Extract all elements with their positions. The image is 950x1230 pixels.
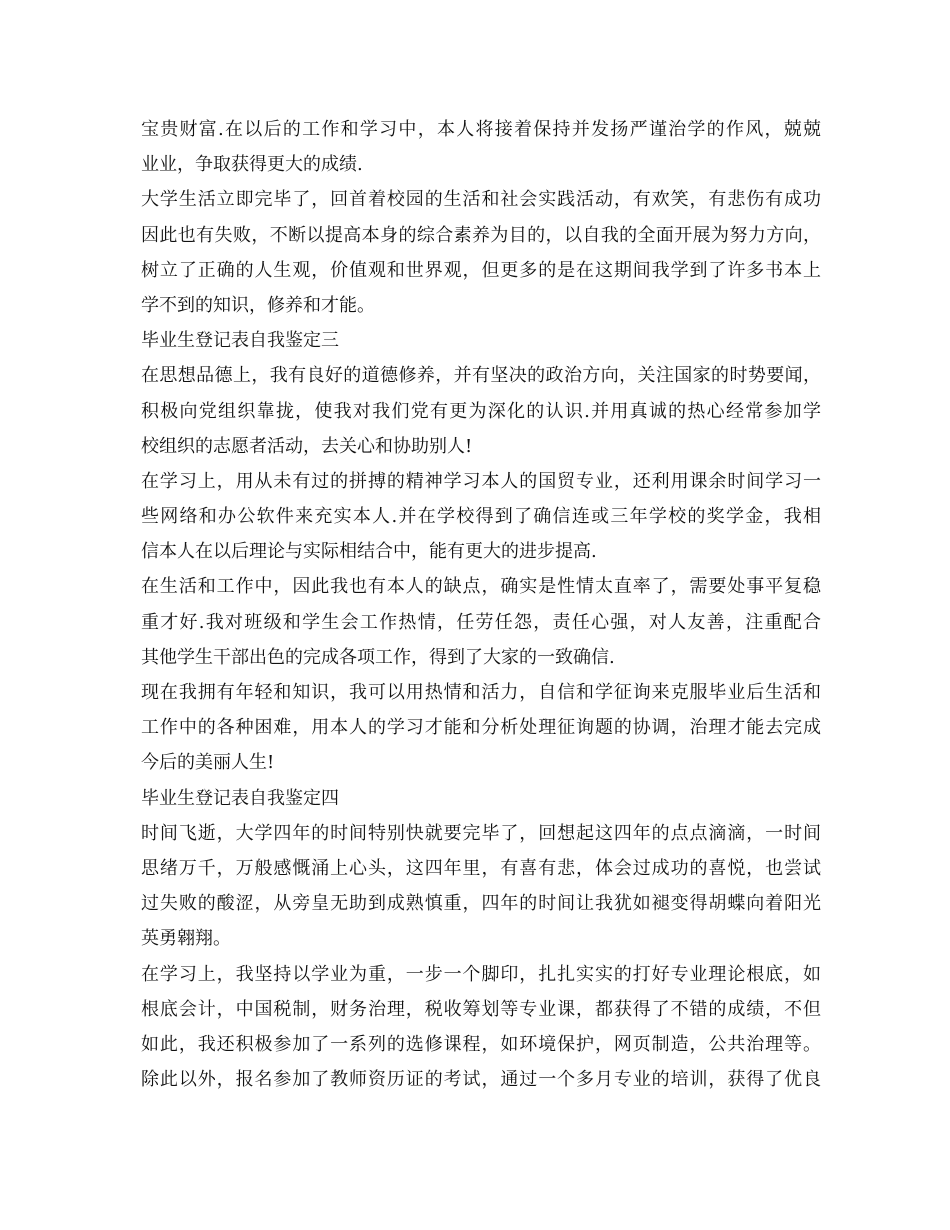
document-body [141, 112, 821, 1097]
section-heading: 毕业生登记表自我鉴定四 [141, 787, 339, 809]
text-line: 重才好.我对班级和学生会工作热情，任劳任怨，责任心强，对人友善，注重配合 [141, 611, 821, 633]
text-line: 在思想品德上，我有良好的道德修养，并有坚决的政治方向，关注国家的时势要闻， [141, 365, 821, 387]
section-heading: 毕业生登记表自我鉴定三 [141, 330, 339, 352]
text-line: 树立了正确的人生观，价值观和世界观，但更多的是在这期间我学到了许多书本上 [141, 259, 821, 281]
text-line: 如此，我还积极参加了一系列的选修课程，如环境保护，网页制造，公共治理等。 [141, 1033, 821, 1055]
text-line: 因此也有失败，不断以提高本身的综合素养为目的，以自我的全面开展为努力方向， [141, 224, 821, 246]
text-line: 学不到的知识，修养和才能。 [141, 294, 375, 316]
text-line: 思绪万千，万般感慨涌上心头，这四年里，有喜有悲，体会过成功的喜悦，也尝试 [141, 857, 821, 879]
text-line: 校组织的志愿者活动，去关心和协助别人! [141, 435, 473, 457]
text-line: 工作中的各种困难，用本人的学习才能和分析处理征询题的协调，治理才能去完成 [141, 717, 821, 739]
text-line: 业业，争取获得更大的成绩. [141, 154, 363, 176]
text-line: 积极向党组织靠拢，使我对我们党有更为深化的认识.并用真诚的热心经常参加学 [141, 400, 821, 422]
text-line: 些网络和办公软件来充实本人.并在学校得到了确信连或三年学校的奖学金，我相 [141, 506, 821, 528]
text-line: 在学习上，我坚持以学业为重，一步一个脚印，扎扎实实的打好专业理论根底，如 [141, 963, 821, 985]
text-line: 根底会计，中国税制，财务治理，税收筹划等专业课，都获得了不错的成绩，不但 [141, 998, 821, 1020]
text-line: 英勇翱翔。 [141, 928, 231, 950]
text-line: 现在我拥有年轻和知识，我可以用热情和活力，自信和学征询来克服毕业后生活和 [141, 682, 821, 703]
text-line: 时间飞逝，大学四年的时间特别快就要完毕了，回想起这四年的点点滴滴，一时间 [141, 822, 821, 844]
text-line: 宝贵财富.在以后的工作和学习中，本人将接着保持并发扬严谨治学的作风，兢兢 [141, 119, 821, 140]
text-line: 大学生活立即完毕了，回首着校园的生活和社会实践活动，有欢笑，有悲伤有成功 [141, 189, 821, 211]
text-line: 在生活和工作中，因此我也有本人的缺点，确实是性情太直率了，需要处事平复稳 [141, 576, 821, 598]
text-line: 今后的美丽人生! [141, 752, 275, 774]
text-line: 过失败的酸涩，从旁皇无助到成熟慎重，四年的时间让我犹如褪变得胡蝶向着阳光 [141, 893, 821, 915]
text-line: 信本人在以后理论与实际相结合中，能有更大的进步提高. [141, 541, 597, 563]
text-line: 在学习上，用从未有过的拼搏的精神学习本人的国贸专业，还利用课余时间学习一 [141, 470, 821, 492]
text-line: 其他学生干部出色的完成各项工作，得到了大家的一致确信. [141, 646, 615, 668]
text-line: 除此以外，报名参加了教师资历证的考试，通过一个多月专业的培训，获得了优良 [141, 1069, 821, 1091]
